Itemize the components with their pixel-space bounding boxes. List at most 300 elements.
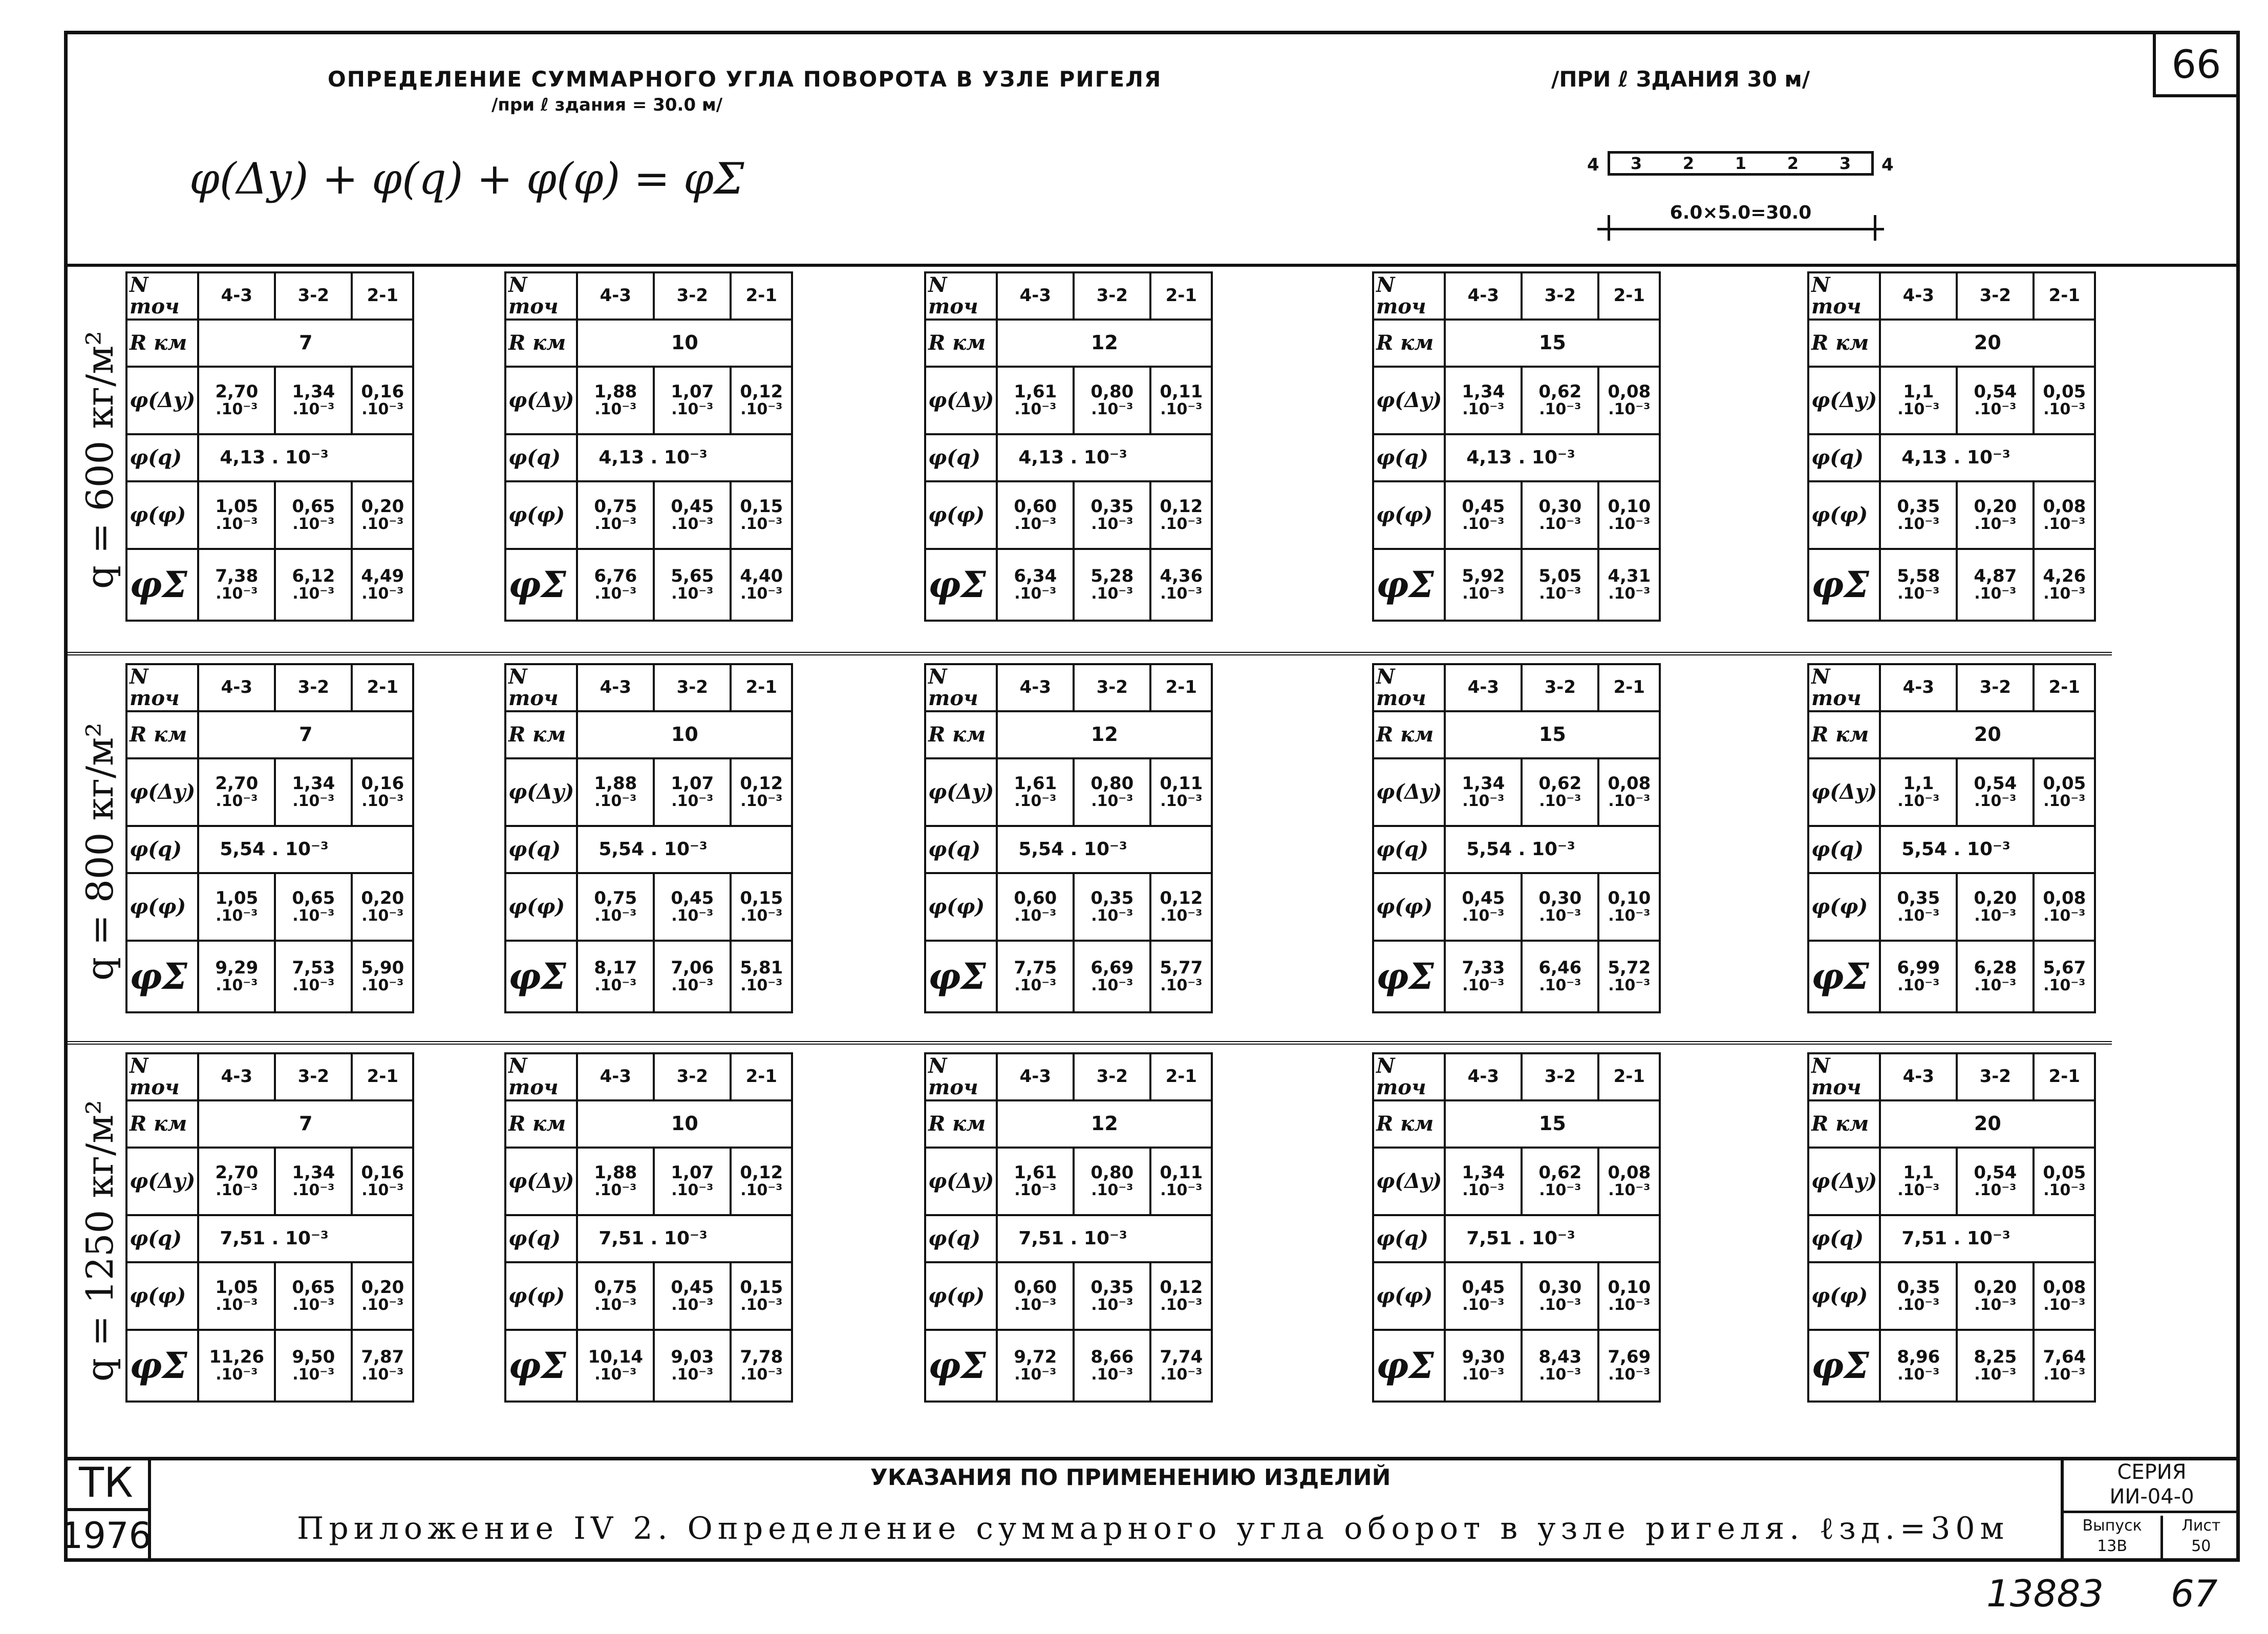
node-column-header-value: 4-3 <box>1019 1066 1052 1087</box>
phi-dy-label <box>1373 758 1445 826</box>
phi-phi-label-value: φ(φ) <box>130 503 186 527</box>
phi-sum-label-value: φΣ <box>1811 1344 1869 1387</box>
node-column-header <box>1957 664 2034 711</box>
schema-dimension-tick <box>1874 215 1876 241</box>
phi-sum-value-value: 9,29 <box>215 958 259 979</box>
phi-q-label <box>126 1215 198 1262</box>
exponent-label: .10⁻³ <box>1608 400 1651 419</box>
phi-dy-value-value: 1,1 <box>1903 773 1934 794</box>
phi-sum-value-value: 5,72 <box>1608 958 1651 979</box>
phi-dy-value-value: 1,34 <box>292 381 335 402</box>
exponent-label: .10⁻³ <box>2043 515 2086 534</box>
phi-dy-value-value: 1,88 <box>594 773 637 794</box>
phi-sum-value <box>1598 941 1660 1012</box>
exponent-label: .10⁻³ <box>671 400 714 419</box>
phi-dy-value <box>198 758 275 826</box>
phi-sum-value <box>577 549 654 621</box>
radius-value-value: 12 <box>1090 331 1118 354</box>
table-row <box>1808 320 2095 367</box>
table-row <box>126 272 413 320</box>
node-column-header-value: 4-3 <box>600 285 632 306</box>
table-row <box>925 1100 1212 1148</box>
phi-phi-value-value: 0,35 <box>1897 1277 1940 1298</box>
phi-dy-value-value: 0,08 <box>1608 381 1651 402</box>
phi-sum-label-value: φΣ <box>130 955 187 998</box>
footer-rule <box>64 1457 2240 1460</box>
frame-schema <box>1587 143 1905 246</box>
phi-q-value-value: 7,51 . 10⁻³ <box>1901 1228 2010 1249</box>
table-row <box>925 434 1212 481</box>
table-row <box>925 941 1212 1012</box>
phi-phi-value-value: 0,15 <box>740 496 783 517</box>
radius-label-value: R км <box>1376 723 1434 747</box>
exponent-label: .10⁻³ <box>1608 977 1651 995</box>
phi-sum-value-value: 6,28 <box>1974 958 2017 979</box>
exponent-label: .10⁻³ <box>1462 1296 1505 1314</box>
phi-dy-value-value: 0,54 <box>1974 773 2017 794</box>
phi-phi-value <box>997 1262 1074 1330</box>
exponent-label: .10⁻³ <box>292 977 335 995</box>
node-column-header <box>1150 664 1212 711</box>
phi-q-value-value: 5,54 . 10⁻³ <box>1018 839 1127 860</box>
node-label <box>1808 664 1880 711</box>
footer-subtitle: Приложение IV 2. Определение суммарного угла оборот в узле ригеля. ℓзд.=30м <box>297 1511 2009 1546</box>
phi-sum-value <box>1074 941 1150 1012</box>
radius-label <box>505 320 577 367</box>
node-column-header <box>1957 1053 2034 1100</box>
phi-sum-value <box>1150 941 1212 1012</box>
phi-sum-label-value: φΣ <box>508 1344 566 1387</box>
node-column-header-value: 3-2 <box>297 285 330 306</box>
exponent-label: .10⁻³ <box>361 907 404 925</box>
phi-q-value <box>1880 1215 2095 1262</box>
phi-sum-value <box>198 1330 275 1402</box>
page-number-box <box>2153 31 2240 97</box>
phi-sum-value-value: 9,03 <box>671 1347 714 1368</box>
table-row <box>1808 1053 2095 1100</box>
table-row <box>505 549 792 621</box>
phi-phi-value <box>1445 873 1522 941</box>
table-row <box>505 1100 792 1148</box>
phi-sum-label <box>505 1330 577 1402</box>
exponent-label: .10⁻³ <box>292 1181 335 1200</box>
phi-sum-value-value: 5,67 <box>2043 958 2086 979</box>
node-column-header-value: 3-2 <box>297 1066 330 1087</box>
exponent-label: .10⁻³ <box>1608 1366 1651 1384</box>
phi-dy-value-value: 2,70 <box>215 381 259 402</box>
exponent-label: .10⁻³ <box>740 1181 783 1200</box>
phi-sum-label <box>925 549 997 621</box>
node-label <box>1808 272 1880 320</box>
table-row <box>1373 711 1660 758</box>
radius-label <box>925 1100 997 1148</box>
radius-label <box>126 711 198 758</box>
phi-phi-label-value: φ(φ) <box>928 503 985 527</box>
phi-sum-label <box>925 941 997 1012</box>
phi-phi-label <box>126 1262 198 1330</box>
radius-value <box>1445 1100 1660 1148</box>
node-column-header <box>731 1053 792 1100</box>
phi-sum-value-value: 6,69 <box>1090 958 1134 979</box>
exponent-label: .10⁻³ <box>1462 907 1505 925</box>
phi-phi-value-value: 0,12 <box>1160 888 1203 909</box>
phi-dy-value-value: 1,61 <box>1014 381 1057 402</box>
phi-dy-value <box>1880 758 1957 826</box>
radius-value <box>577 1100 792 1148</box>
node-column-header <box>2034 664 2095 711</box>
phi-dy-value-value: 1,61 <box>1014 1162 1057 1183</box>
node-label <box>505 664 577 711</box>
radius-value <box>1880 711 2095 758</box>
phi-q-value <box>577 1215 792 1262</box>
phi-sum-value <box>654 1330 731 1402</box>
exponent-label: .10⁻³ <box>216 977 258 995</box>
series-value: ИИ-04-0 <box>2109 1485 2194 1509</box>
table-row <box>505 434 792 481</box>
phi-dy-value <box>577 367 654 434</box>
exponent-label: .10⁻³ <box>1539 515 1581 534</box>
table-row <box>925 758 1212 826</box>
phi-dy-value <box>731 758 792 826</box>
exponent-label: .10⁻³ <box>1897 585 1940 603</box>
table-row <box>925 1330 1212 1402</box>
table-row <box>1808 272 2095 320</box>
radius-label-value: R км <box>130 331 187 355</box>
node-column-header-value: 3-2 <box>1544 1066 1576 1087</box>
exponent-label: .10⁻³ <box>1014 977 1057 995</box>
node-column-header-value: 4-3 <box>600 677 632 698</box>
radius-label <box>505 1100 577 1148</box>
phi-q-label-value: φ(q) <box>928 445 981 470</box>
phi-dy-value <box>997 758 1074 826</box>
node-label <box>126 272 198 320</box>
node-column-header <box>1880 664 1957 711</box>
phi-sum-value-value: 5,65 <box>671 566 714 587</box>
exponent-label: .10⁻³ <box>1462 977 1505 995</box>
exponent-label: .10⁻³ <box>292 907 335 925</box>
phi-q-label <box>126 826 198 873</box>
phi-dy-value <box>1957 367 2034 434</box>
rotation-table <box>1372 1052 1661 1403</box>
exponent-label: .10⁻³ <box>292 515 335 534</box>
series-cell <box>2064 1457 2240 1513</box>
phi-phi-value <box>1957 873 2034 941</box>
phi-phi-value-value: 0,12 <box>1160 496 1203 517</box>
table-row <box>505 272 792 320</box>
radius-value <box>577 711 792 758</box>
phi-dy-value <box>1957 758 2034 826</box>
phi-dy-value-value: 1,34 <box>1462 381 1505 402</box>
phi-dy-value <box>2034 367 2095 434</box>
phi-sum-label <box>1373 549 1445 621</box>
phi-sum-value-value: 9,50 <box>292 1347 335 1368</box>
exponent-label: .10⁻³ <box>292 1366 335 1384</box>
node-column-header <box>1880 1053 1957 1100</box>
table-row <box>925 873 1212 941</box>
phi-dy-label <box>925 367 997 434</box>
node-column-header-value: 2-1 <box>2048 285 2081 306</box>
table-row <box>505 1330 792 1402</box>
phi-dy-value <box>2034 758 2095 826</box>
phi-phi-value <box>1957 481 2034 549</box>
phi-phi-value-value: 0,35 <box>1090 1277 1134 1298</box>
node-column-header-value: 2-1 <box>2048 677 2081 698</box>
radius-label <box>1808 1100 1880 1148</box>
phi-dy-label <box>505 367 577 434</box>
phi-sum-value-value: 4,31 <box>1608 566 1651 587</box>
table-row <box>1808 1330 2095 1402</box>
phi-sum-value <box>1074 549 1150 621</box>
rotation-table <box>504 271 793 622</box>
node-column-header <box>1522 272 1598 320</box>
phi-dy-value <box>1598 1148 1660 1215</box>
phi-sum-value-value: 8,66 <box>1090 1347 1134 1368</box>
phi-phi-label <box>925 873 997 941</box>
radius-label <box>1373 1100 1445 1148</box>
table-row <box>1373 1148 1660 1215</box>
radius-value-value: 10 <box>671 331 698 354</box>
phi-dy-value-value: 2,70 <box>215 773 259 794</box>
exponent-label: .10⁻³ <box>1897 515 1940 534</box>
phi-q-value-value: 7,51 . 10⁻³ <box>1018 1228 1127 1249</box>
phi-sum-value <box>2034 941 2095 1012</box>
phi-dy-value-value: 0,62 <box>1538 773 1582 794</box>
exponent-label: .10⁻³ <box>1539 792 1581 811</box>
rotation-table <box>924 1052 1213 1403</box>
phi-dy-value-value: 0,05 <box>2043 773 2086 794</box>
phi-sum-label <box>505 941 577 1012</box>
node-column-header-value: 2-1 <box>1613 285 1645 306</box>
phi-q-label-value: φ(q) <box>130 1226 182 1250</box>
node-column-header <box>1074 664 1150 711</box>
phi-sum-value <box>1150 1330 1212 1402</box>
table-row <box>126 1262 413 1330</box>
exponent-label: .10⁻³ <box>1160 1181 1203 1200</box>
node-column-header-value: 4-3 <box>1019 677 1052 698</box>
phi-sum-value <box>731 1330 792 1402</box>
exponent-label: .10⁻³ <box>594 1296 637 1314</box>
exponent-label: .10⁻³ <box>1608 907 1651 925</box>
phi-phi-value <box>1957 1262 2034 1330</box>
exponent-label: .10⁻³ <box>740 515 783 534</box>
phi-dy-label-value: φ(Δy) <box>1811 388 1877 412</box>
radius-value <box>198 711 413 758</box>
phi-sum-value <box>1445 549 1522 621</box>
table-row <box>505 1053 792 1100</box>
phi-dy-value <box>997 1148 1074 1215</box>
radius-value <box>997 320 1212 367</box>
exponent-label: .10⁻³ <box>216 400 258 419</box>
phi-phi-value <box>1880 481 1957 549</box>
rotation-table <box>1807 271 2096 622</box>
exponent-label: .10⁻³ <box>2043 907 2086 925</box>
phi-sum-value-value: 5,05 <box>1538 566 1582 587</box>
table-row <box>505 826 792 873</box>
phi-dy-label-value: φ(Δy) <box>130 1169 196 1193</box>
node-label <box>126 664 198 711</box>
radius-value-value: 7 <box>299 1112 313 1135</box>
rotation-table <box>125 271 414 622</box>
phi-phi-label <box>126 481 198 549</box>
series-label: СЕРИЯ <box>2117 1460 2187 1484</box>
radius-label-value: R км <box>508 331 566 355</box>
node-column-header <box>2034 1053 2095 1100</box>
phi-q-value <box>1445 1215 1660 1262</box>
phi-phi-value <box>731 481 792 549</box>
band-divider <box>64 652 2112 655</box>
node-column-header <box>654 664 731 711</box>
phi-dy-value-value: 0,11 <box>1160 773 1203 794</box>
phi-q-value-value: 5,54 . 10⁻³ <box>1466 839 1575 860</box>
table-row <box>1808 481 2095 549</box>
node-column-header-value: 2-1 <box>367 677 399 698</box>
phi-phi-value <box>2034 481 2095 549</box>
node-column-header-value: 4-3 <box>1467 677 1500 698</box>
table-row <box>505 873 792 941</box>
exponent-label: .10⁻³ <box>292 400 335 419</box>
phi-q-value-value: 4,13 . 10⁻³ <box>220 447 329 469</box>
node-column-header <box>198 272 275 320</box>
phi-sum-value <box>577 1330 654 1402</box>
exponent-label: .10⁻³ <box>1462 792 1505 811</box>
table-row <box>126 1330 413 1402</box>
node-column-header-value: 2-1 <box>367 285 399 306</box>
table-row <box>1373 873 1660 941</box>
exponent-label: .10⁻³ <box>594 792 637 811</box>
phi-phi-value-value: 0,35 <box>1897 888 1940 909</box>
exponent-label: .10⁻³ <box>1897 792 1940 811</box>
page-number: 66 <box>2171 41 2221 87</box>
phi-dy-label-value: φ(Δy) <box>928 1169 994 1193</box>
phi-q-label <box>925 1215 997 1262</box>
exponent-label: .10⁻³ <box>1974 1296 2017 1314</box>
phi-dy-value-value: 0,12 <box>740 773 783 794</box>
phi-phi-value <box>1150 873 1212 941</box>
phi-sum-value-value: 4,36 <box>1160 566 1203 587</box>
radius-label <box>1808 320 1880 367</box>
phi-dy-value-value: 1,07 <box>671 1162 714 1183</box>
phi-dy-label <box>126 758 198 826</box>
node-column-header <box>198 1053 275 1100</box>
node-column-header <box>1880 272 1957 320</box>
radius-label-value: R км <box>508 1112 566 1136</box>
rotation-table <box>1372 271 1661 622</box>
phi-phi-value <box>997 481 1074 549</box>
issue-cell <box>2064 1516 2163 1562</box>
node-column-header-value: 3-2 <box>1096 677 1128 698</box>
phi-sum-value-value: 10,14 <box>588 1347 644 1368</box>
phi-phi-value <box>1445 481 1522 549</box>
phi-sum-value <box>275 941 352 1012</box>
exponent-label: .10⁻³ <box>2043 977 2086 995</box>
exponent-label: .10⁻³ <box>1014 792 1057 811</box>
phi-dy-value <box>352 367 413 434</box>
phi-phi-value <box>198 873 275 941</box>
phi-dy-label-value: φ(Δy) <box>130 388 196 412</box>
node-label <box>126 1053 198 1100</box>
phi-phi-label-value: φ(φ) <box>1811 1284 1868 1308</box>
radius-value <box>577 320 792 367</box>
phi-q-label-value: φ(q) <box>130 445 182 470</box>
exponent-label: .10⁻³ <box>1462 1366 1505 1384</box>
exponent-label: .10⁻³ <box>1014 515 1057 534</box>
rotation-table <box>1372 663 1661 1013</box>
phi-sum-label-value: φΣ <box>130 1344 187 1387</box>
radius-value-value: 15 <box>1538 331 1566 354</box>
table-row <box>1373 367 1660 434</box>
phi-phi-value-value: 0,10 <box>1608 888 1651 909</box>
node-column-header-value: 4-3 <box>1902 285 1935 306</box>
phi-sum-value <box>1445 1330 1522 1402</box>
node-label <box>925 272 997 320</box>
exponent-label: .10⁻³ <box>1974 515 2017 534</box>
exponent-label: .10⁻³ <box>740 400 783 419</box>
phi-sum-value-value: 7,38 <box>215 566 259 587</box>
phi-sum-value-value: 7,33 <box>1462 958 1505 979</box>
radius-value-value: 7 <box>299 723 313 746</box>
phi-phi-value <box>1522 1262 1598 1330</box>
phi-dy-value <box>1522 758 1598 826</box>
load-label <box>67 658 133 1045</box>
phi-dy-value-value: 0,16 <box>361 773 404 794</box>
schema-bay-label: 3 <box>1630 154 1642 173</box>
phi-phi-value <box>275 1262 352 1330</box>
phi-dy-value-value: 0,12 <box>740 381 783 402</box>
node-label-value: N точ <box>1376 665 1426 710</box>
phi-dy-value <box>1445 1148 1522 1215</box>
exponent-label: .10⁻³ <box>361 400 404 419</box>
phi-q-label-value: φ(q) <box>928 1226 981 1250</box>
phi-sum-value-value: 8,43 <box>1538 1347 1582 1368</box>
phi-dy-value-value: 0,05 <box>2043 1162 2086 1183</box>
phi-q-label-value: φ(q) <box>1376 837 1429 861</box>
phi-sum-value <box>1522 549 1598 621</box>
phi-dy-value <box>275 1148 352 1215</box>
schema-dimension: 6.0×5.0=30.0 <box>1670 202 1812 223</box>
radius-label-value: R км <box>1376 331 1434 355</box>
exponent-label: .10⁻³ <box>1539 977 1581 995</box>
phi-sum-value-value: 4,87 <box>1974 566 2017 587</box>
radius-value <box>1445 711 1660 758</box>
phi-sum-label <box>126 549 198 621</box>
phi-sum-value-value: 5,58 <box>1897 566 1940 587</box>
exponent-label: .10⁻³ <box>1014 1296 1057 1314</box>
rotation-table <box>125 1052 414 1403</box>
phi-sum-value <box>1957 941 2034 1012</box>
phi-sum-value-value: 9,72 <box>1014 1347 1057 1368</box>
phi-sum-value-value: 7,06 <box>671 958 714 979</box>
phi-phi-label-value: φ(φ) <box>1811 503 1868 527</box>
node-label-value: N точ <box>1376 273 1426 319</box>
phi-dy-value-value: 0,11 <box>1160 381 1203 402</box>
exponent-label: .10⁻³ <box>671 1366 714 1384</box>
phi-dy-value <box>997 367 1074 434</box>
phi-dy-value <box>731 1148 792 1215</box>
phi-phi-value-value: 0,65 <box>292 496 335 517</box>
phi-q-value <box>997 434 1212 481</box>
phi-q-label <box>505 826 577 873</box>
table-row <box>1373 434 1660 481</box>
table-row <box>126 549 413 621</box>
node-label <box>925 1053 997 1100</box>
node-column-header <box>997 272 1074 320</box>
phi-sum-value-value: 7,69 <box>1608 1347 1651 1368</box>
phi-dy-label-value: φ(Δy) <box>508 780 574 804</box>
rotation-table <box>504 1052 793 1403</box>
phi-phi-label <box>925 1262 997 1330</box>
node-column-header <box>1522 664 1598 711</box>
node-column-header-value: 4-3 <box>1467 285 1500 306</box>
